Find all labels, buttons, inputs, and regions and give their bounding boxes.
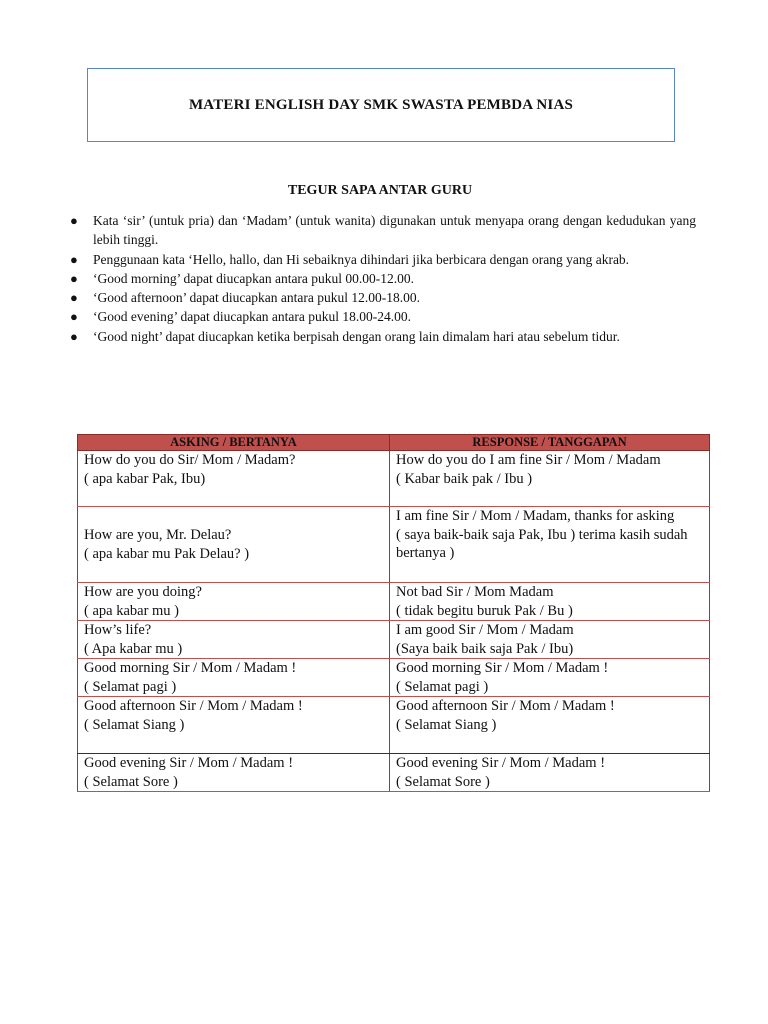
header-asking: ASKING / BERTANYA	[78, 435, 390, 451]
response-translation: ( saya baik-baik saja Pak, Ibu ) terima kasih sudah bertanya )	[396, 526, 688, 561]
table-row	[78, 507, 710, 583]
asking-cell	[78, 754, 390, 792]
bullet-item	[70, 288, 696, 307]
asking-translation: ( apa kabar Pak, Ibu)	[84, 470, 206, 487]
bullet-text: Penggunaan kata ‘Hello, hallo, dan Hi sebaiknya dihindari jika berbicara dengan orang yang akrab.	[93, 251, 630, 267]
response-english: I am fine Sir / Mom / Madam, thanks for asking	[396, 508, 675, 524]
bullet-item	[70, 307, 696, 326]
response-english: Good afternoon Sir / Mom / Madam !	[396, 698, 615, 714]
bullet-text: Kata ‘sir’ (untuk pria) dan ‘Madam’ (untuk wanita) digunakan untuk menyapa orang dengan kedudukan yang lebih tinggi.	[93, 213, 696, 248]
asking-translation: ( Selamat Sore )	[84, 773, 178, 790]
asking-translation: ( Selamat Siang )	[84, 716, 185, 733]
asking-cell	[78, 507, 390, 583]
response-cell	[390, 451, 710, 507]
table-row	[78, 754, 710, 792]
bullet-text: ‘Good afternoon’ dapat diucapkan antara pukul 12.00-18.00.	[93, 290, 421, 306]
response-cell	[390, 621, 710, 659]
bullet-text: ‘Good morning’ dapat diucapkan antara pukul 00.00-12.00.	[93, 270, 415, 286]
response-cell	[390, 583, 710, 621]
bullet-dot-icon: ●	[70, 290, 78, 306]
conversation-table	[77, 434, 710, 792]
bullet-text: ‘Good evening’ dapat diucapkan antara pukul 18.00-24.00.	[93, 309, 412, 325]
response-translation: ( Selamat pagi )	[396, 678, 489, 695]
bullet-item	[70, 269, 696, 288]
response-translation: ( Selamat Sore )	[396, 773, 490, 790]
asking-english: How do you do Sir/ Mom / Madam?	[84, 452, 296, 468]
asking-cell	[78, 451, 390, 507]
bullet-item	[70, 250, 696, 269]
asking-cell	[78, 697, 390, 754]
bullet-text: ‘Good night’ dapat diucapkan ketika berpisah dengan orang lain dimalam hari atau sebelum tidur.	[93, 328, 620, 344]
response-english: Good evening Sir / Mom / Madam !	[396, 755, 606, 771]
table-row	[78, 583, 710, 621]
table-row	[78, 621, 710, 659]
response-cell	[390, 697, 710, 754]
response-translation: ( Selamat Siang )	[396, 716, 497, 733]
table-row	[78, 697, 710, 754]
bullet-dot-icon: ●	[70, 270, 78, 286]
title-box	[87, 68, 675, 142]
asking-translation: ( Selamat pagi )	[84, 678, 177, 695]
asking-cell	[78, 621, 390, 659]
response-english: Good morning Sir / Mom / Madam !	[396, 660, 609, 676]
bullet-item	[70, 211, 696, 250]
asking-cell	[78, 583, 390, 621]
response-translation: ( Kabar baik pak / Ibu )	[396, 470, 533, 487]
asking-english: How’s life?	[84, 622, 152, 638]
table-header-row	[78, 435, 710, 451]
asking-translation: ( Apa kabar mu )	[84, 640, 183, 657]
asking-english: How are you, Mr. Delau?	[84, 527, 232, 543]
header-response: RESPONSE / TANGGAPAN	[390, 435, 710, 451]
response-translation: (Saya baik baik saja Pak / Ibu)	[396, 640, 574, 657]
asking-english: How are you doing?	[84, 584, 202, 600]
asking-translation: ( apa kabar mu )	[84, 602, 180, 619]
document-title: MATERI ENGLISH DAY SMK SWASTA PEMBDA NIAS	[188, 96, 574, 113]
bullet-dot-icon: ●	[70, 213, 78, 228]
table-row	[78, 451, 710, 507]
asking-english: Good afternoon Sir / Mom / Madam !	[84, 698, 303, 714]
response-translation: ( tidak begitu buruk Pak / Bu )	[396, 602, 573, 619]
asking-translation: ( apa kabar mu Pak Delau? )	[84, 545, 250, 562]
response-english: I am good Sir / Mom / Madam	[396, 622, 574, 638]
bullet-item	[70, 327, 696, 346]
asking-cell	[78, 659, 390, 697]
bullet-dot-icon: ●	[70, 251, 78, 267]
table-row	[78, 659, 710, 697]
bullet-list	[70, 211, 696, 346]
asking-english: Good morning Sir / Mom / Madam !	[84, 660, 297, 676]
response-english: Not bad Sir / Mom Madam	[396, 584, 554, 600]
response-cell	[390, 754, 710, 792]
bullet-dot-icon: ●	[70, 309, 78, 325]
section-subtitle: TEGUR SAPA ANTAR GURU	[287, 183, 473, 198]
asking-english: Good evening Sir / Mom / Madam !	[84, 755, 294, 771]
response-english: How do you do I am fine Sir / Mom / Madam	[396, 452, 661, 468]
response-cell	[390, 507, 710, 583]
response-cell	[390, 659, 710, 697]
bullet-dot-icon: ●	[70, 328, 78, 344]
